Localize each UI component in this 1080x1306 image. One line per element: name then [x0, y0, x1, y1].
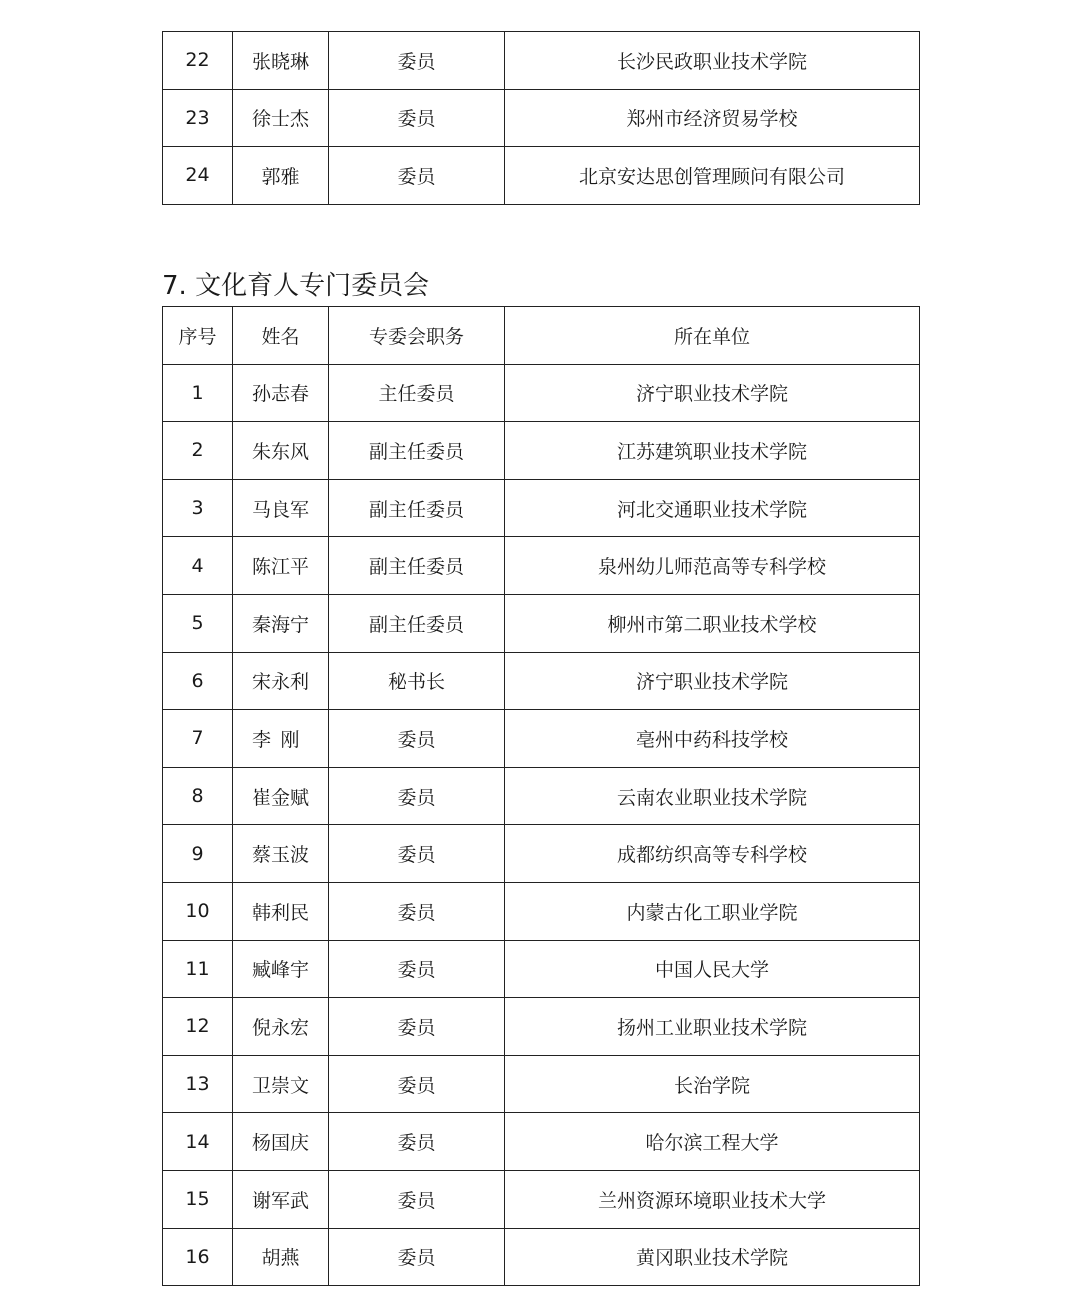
table-row	[163, 1113, 920, 1171]
cell-unit: 黄冈职业技术学院	[505, 1228, 920, 1286]
cell-role: 委员	[329, 767, 505, 825]
cell-name: 胡燕	[233, 1228, 329, 1286]
cell-role: 副主任委员	[329, 594, 505, 652]
cell-unit: 泉州幼儿师范高等专科学校	[505, 537, 920, 595]
table-row	[163, 940, 920, 998]
cell-number: 2	[163, 422, 233, 480]
cell-number: 14	[163, 1113, 233, 1171]
cell-number: 22	[163, 32, 233, 90]
cell-unit: 成都纺织高等专科学校	[505, 825, 920, 883]
cell-number: 23	[163, 89, 233, 147]
cell-name: 倪永宏	[233, 998, 329, 1056]
cell-unit: 济宁职业技术学院	[505, 652, 920, 710]
cell-name: 李刚	[233, 710, 329, 768]
cell-name: 张晓琳	[233, 32, 329, 90]
cell-number: 15	[163, 1170, 233, 1228]
cell-name: 崔金赋	[233, 767, 329, 825]
cell-unit: 哈尔滨工程大学	[505, 1113, 920, 1171]
cell-unit: 长治学院	[505, 1055, 920, 1113]
table-header-row	[163, 307, 920, 365]
cell-role: 委员	[329, 1170, 505, 1228]
table-row	[163, 1170, 920, 1228]
cell-role: 委员	[329, 998, 505, 1056]
cell-role: 主任委员	[329, 364, 505, 422]
table-row	[163, 89, 920, 147]
table-row	[163, 1055, 920, 1113]
cell-number: 6	[163, 652, 233, 710]
cell-name: 秦海宁	[233, 594, 329, 652]
cell-number: 4	[163, 537, 233, 595]
previous-committee-table	[162, 31, 920, 205]
cell-number: 10	[163, 882, 233, 940]
cell-unit: 中国人民大学	[505, 940, 920, 998]
cell-unit: 兰州资源环境职业技术大学	[505, 1170, 920, 1228]
table-row	[163, 422, 920, 480]
cell-unit: 亳州中药科技学校	[505, 710, 920, 768]
cell-name: 蔡玉波	[233, 825, 329, 883]
cell-role: 委员	[329, 882, 505, 940]
cell-role: 委员	[329, 32, 505, 90]
cell-number: 3	[163, 479, 233, 537]
cell-role: 委员	[329, 89, 505, 147]
cell-number: 16	[163, 1228, 233, 1286]
table-row	[163, 32, 920, 90]
table-row	[163, 479, 920, 537]
cell-role: 委员	[329, 1113, 505, 1171]
table-row	[163, 882, 920, 940]
cell-name: 臧峰宇	[233, 940, 329, 998]
section-heading: 7. 文化育人专门委员会	[162, 271, 430, 301]
cell-number: 9	[163, 825, 233, 883]
table-row	[163, 364, 920, 422]
header-name: 姓名	[233, 307, 329, 365]
cell-role: 委员	[329, 1055, 505, 1113]
cell-name: 马良军	[233, 479, 329, 537]
header-unit: 所在单位	[505, 307, 920, 365]
cell-unit: 长沙民政职业技术学院	[505, 32, 920, 90]
cell-unit: 扬州工业职业技术学院	[505, 998, 920, 1056]
cell-unit: 河北交通职业技术学院	[505, 479, 920, 537]
cell-role: 副主任委员	[329, 479, 505, 537]
cell-role: 副主任委员	[329, 537, 505, 595]
header-role: 专委会职务	[329, 307, 505, 365]
table-row	[163, 998, 920, 1056]
cell-name: 杨国庆	[233, 1113, 329, 1171]
cell-name: 郭雅	[233, 147, 329, 205]
cell-name: 韩利民	[233, 882, 329, 940]
cell-unit: 济宁职业技术学院	[505, 364, 920, 422]
cell-number: 1	[163, 364, 233, 422]
table-row	[163, 825, 920, 883]
cell-role: 委员	[329, 710, 505, 768]
cell-role: 秘书长	[329, 652, 505, 710]
cell-unit: 云南农业职业技术学院	[505, 767, 920, 825]
cell-name: 徐士杰	[233, 89, 329, 147]
table-row	[163, 767, 920, 825]
cell-number: 5	[163, 594, 233, 652]
table-row	[163, 652, 920, 710]
cell-name: 朱东风	[233, 422, 329, 480]
table-row	[163, 147, 920, 205]
table-row	[163, 1228, 920, 1286]
cell-name: 孙志春	[233, 364, 329, 422]
table-row	[163, 710, 920, 768]
table-row	[163, 594, 920, 652]
cell-unit: 江苏建筑职业技术学院	[505, 422, 920, 480]
cell-unit: 郑州市经济贸易学校	[505, 89, 920, 147]
cell-unit: 北京安达思创管理顾问有限公司	[505, 147, 920, 205]
cell-number: 11	[163, 940, 233, 998]
cell-role: 副主任委员	[329, 422, 505, 480]
cell-number: 13	[163, 1055, 233, 1113]
cell-name: 谢军武	[233, 1170, 329, 1228]
table-row	[163, 537, 920, 595]
cell-number: 24	[163, 147, 233, 205]
cell-role: 委员	[329, 147, 505, 205]
culture-committee-table	[162, 306, 920, 1286]
cell-role: 委员	[329, 1228, 505, 1286]
cell-name: 卫崇文	[233, 1055, 329, 1113]
cell-number: 8	[163, 767, 233, 825]
header-number: 序号	[163, 307, 233, 365]
cell-role: 委员	[329, 940, 505, 998]
cell-name: 宋永利	[233, 652, 329, 710]
cell-number: 12	[163, 998, 233, 1056]
cell-unit: 柳州市第二职业技术学校	[505, 594, 920, 652]
cell-unit: 内蒙古化工职业学院	[505, 882, 920, 940]
cell-number: 7	[163, 710, 233, 768]
cell-role: 委员	[329, 825, 505, 883]
cell-name: 陈江平	[233, 537, 329, 595]
